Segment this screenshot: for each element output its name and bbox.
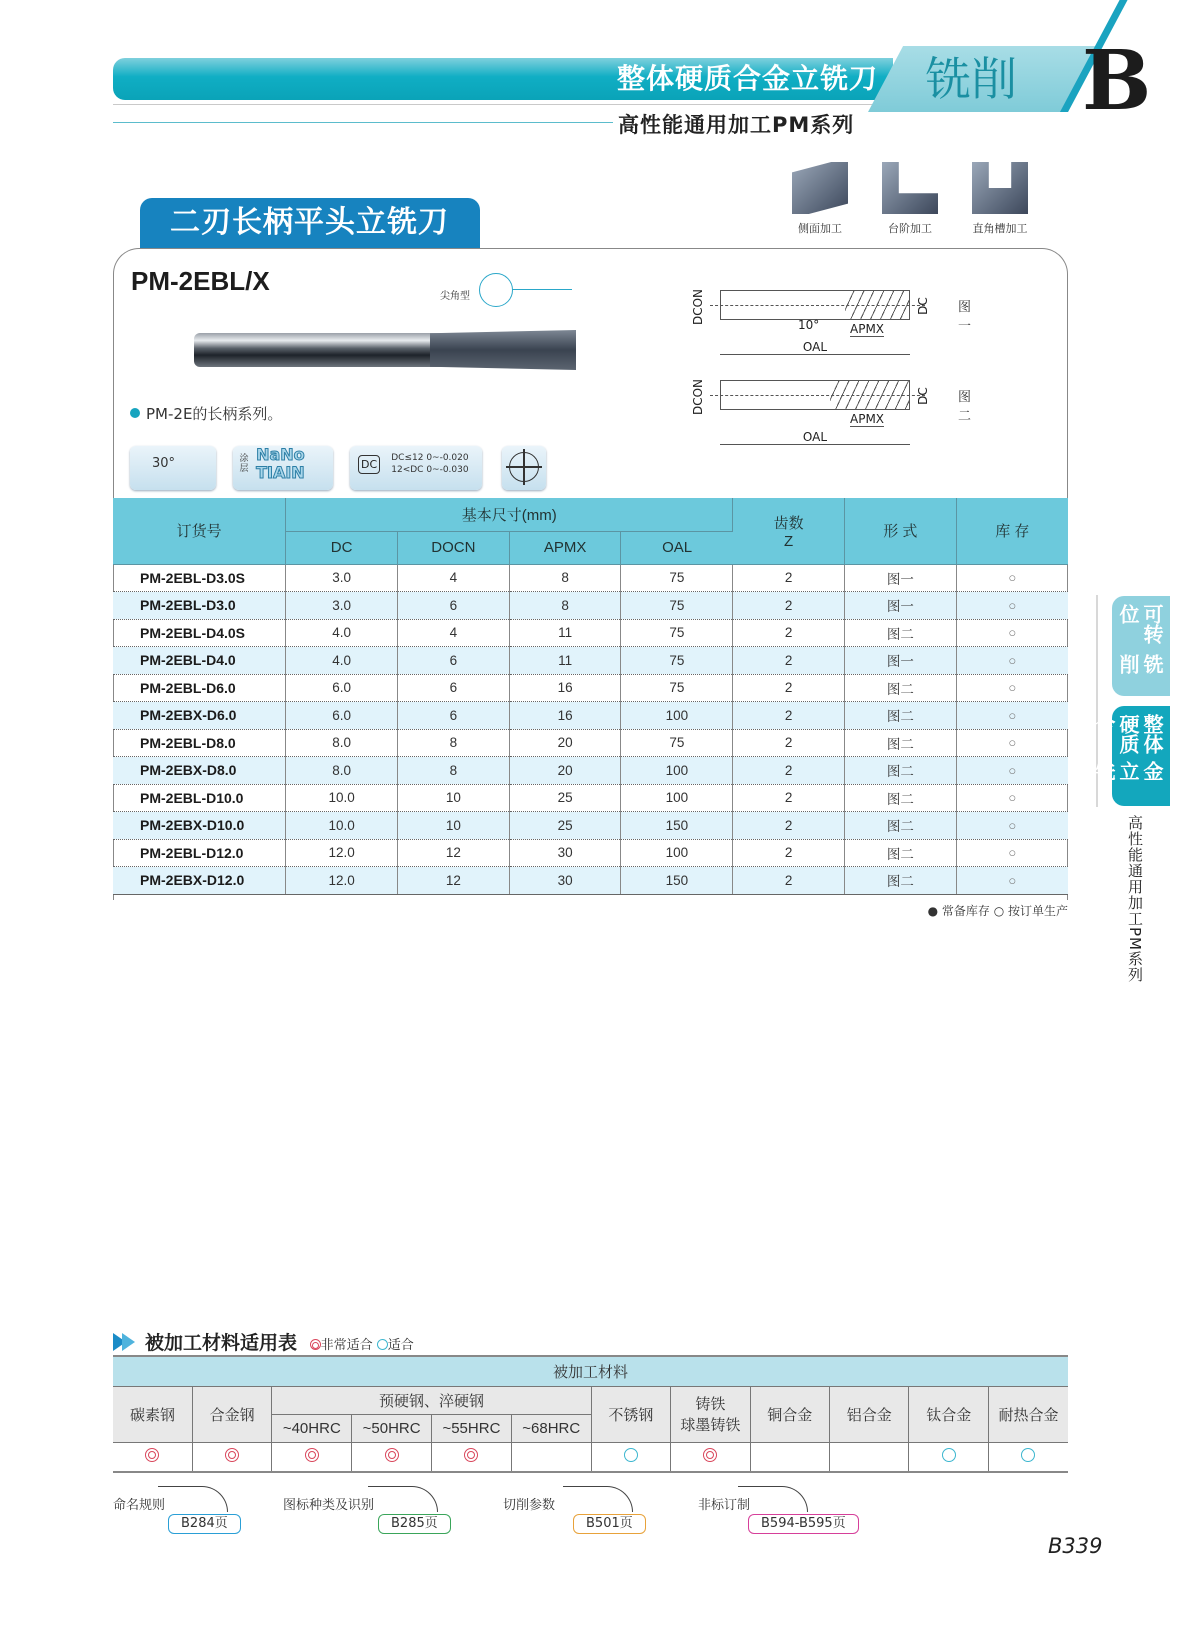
ref-page-link[interactable]: B285页 (378, 1514, 451, 1534)
material-rating-cell (988, 1442, 1068, 1472)
cell-order-code: PM-2EBL-D6.0 (113, 674, 286, 702)
side-series-label: 高性能通用加工PM系列 (1126, 815, 1144, 983)
cell-stock: ○ (956, 784, 1068, 812)
cell-teeth: 2 (733, 702, 845, 730)
ref-label: 切削参数 (503, 1498, 556, 1513)
side-milling-icon (792, 162, 848, 214)
page-reference[interactable] (503, 1494, 633, 1531)
material-col: 钛合金 (909, 1386, 988, 1442)
material-rating-cell (750, 1442, 829, 1472)
cell-stock: ○ (956, 757, 1068, 785)
col-dc: DC (286, 531, 398, 564)
teeth-symbol: Z (783, 532, 794, 550)
material-col: 铝合金 (830, 1386, 909, 1442)
material-title-text: 被加工材料适用表 (145, 1332, 298, 1354)
material-group-hardened: 预硬钢、淬硬钢 (272, 1386, 591, 1414)
cell-stock: ○ (956, 729, 1068, 757)
end-mill-flute (430, 330, 576, 370)
dim-dc: DC (916, 387, 930, 405)
machining-type-shoulder (865, 162, 955, 236)
side-tab-text: 整体硬质合 (1092, 714, 1164, 754)
cell-order-code: PM-2EBX-D8.0 (113, 757, 286, 785)
cell-teeth: 2 (733, 784, 845, 812)
cell-dc: 12.0 (286, 839, 398, 867)
dim-apmx: APMX (850, 412, 885, 426)
machining-label: 台阶加工 (888, 222, 932, 235)
stock-legend: ● 常备库存 ○ 按订单生产 (927, 904, 1068, 918)
coating-badge (233, 446, 333, 490)
table-row (113, 647, 1068, 675)
cell-apmx: 30 (509, 867, 621, 895)
cell-oal: 75 (621, 592, 733, 620)
cell-dc: 12.0 (286, 867, 398, 895)
cell-form: 图二 (844, 784, 956, 812)
material-rating-cell (909, 1442, 988, 1472)
cell-dc: 3.0 (286, 564, 398, 592)
cell-oal: 100 (621, 784, 733, 812)
teeth-label: 齿数 (773, 514, 804, 532)
cell-docn: 10 (397, 784, 509, 812)
cell-order-code: PM-2EBL-D3.0 (113, 592, 286, 620)
section-letter: B (1082, 33, 1152, 129)
tolerance-line1: DC≤12 0~-0.020 (391, 453, 469, 463)
category-title: 二刃长柄平头立铣刀 (140, 198, 480, 248)
ref-curve-arrow (738, 1486, 808, 1512)
section-tab: 铣削 (925, 52, 1017, 106)
cell-stock: ○ (956, 812, 1068, 840)
slot-milling-icon (972, 162, 1028, 214)
cell-order-code: PM-2EBL-D12.0 (113, 839, 286, 867)
material-rating-cell (192, 1442, 271, 1472)
table-row (113, 812, 1068, 840)
cell-stock: ○ (956, 564, 1068, 592)
cell-dc: 6.0 (286, 674, 398, 702)
tolerance-badge (350, 446, 482, 490)
tip-type-label: 尖角型 (440, 291, 470, 302)
suitable-icon (377, 1339, 388, 1350)
col-form: 形 式 (844, 498, 956, 564)
material-col: 耐热合金 (988, 1386, 1068, 1442)
product-name: PM-2EBL/X (131, 266, 270, 296)
cell-oal: 150 (621, 867, 733, 895)
table-row (113, 674, 1068, 702)
cell-order-code: PM-2EBX-D6.0 (113, 702, 286, 730)
cell-apmx: 20 (509, 729, 621, 757)
cell-dc: 3.0 (286, 592, 398, 620)
table-row (113, 564, 1068, 592)
material-col: ~40HRC (272, 1414, 352, 1442)
callout-arrow (512, 289, 572, 333)
side-tab-text: 可转位 (1116, 604, 1164, 644)
cell-order-code: PM-2EBX-D10.0 (113, 812, 286, 840)
cell-dc: 10.0 (286, 812, 398, 840)
cell-docn: 10 (397, 812, 509, 840)
material-table (113, 1355, 1068, 1473)
dim-dcon: DCON (691, 378, 705, 416)
ref-page-link[interactable]: B501页 (573, 1514, 646, 1534)
cell-apmx: 25 (509, 812, 621, 840)
cell-oal: 75 (621, 674, 733, 702)
material-col: 铜合金 (750, 1386, 829, 1442)
table-row (113, 592, 1068, 620)
cell-docn: 4 (397, 619, 509, 647)
cell-apmx: 16 (509, 674, 621, 702)
shoulder-milling-icon (882, 162, 938, 214)
material-rating-cell (671, 1442, 750, 1472)
cell-form: 图一 (844, 564, 956, 592)
cell-order-code: PM-2EBL-D4.0S (113, 619, 286, 647)
spec-table (113, 498, 1068, 895)
dim-dcon: DCON (691, 288, 705, 326)
cell-docn: 4 (397, 564, 509, 592)
two-flute-badge (502, 446, 546, 490)
ref-label: 非标订制 (698, 1498, 751, 1513)
ref-curve-arrow (368, 1486, 438, 1512)
cell-form: 图二 (844, 729, 956, 757)
drawing-figure-1 (680, 276, 980, 356)
cell-docn: 6 (397, 702, 509, 730)
cell-stock: ○ (956, 619, 1068, 647)
tolerance-line2: 12<DC 0~-0.030 (391, 465, 469, 475)
cell-apmx: 16 (509, 702, 621, 730)
col-apmx: APMX (509, 531, 621, 564)
machining-type-slot (955, 162, 1045, 236)
cell-apmx: 20 (509, 757, 621, 785)
cell-dc: 8.0 (286, 729, 398, 757)
double-arrow-icon (122, 1333, 135, 1351)
cell-apmx: 11 (509, 619, 621, 647)
side-tab-text: 铣削 (1116, 654, 1164, 675)
cell-docn: 8 (397, 729, 509, 757)
legend-very-text: 非常适合 (320, 1338, 373, 1353)
material-header: 被加工材料 (113, 1356, 1068, 1386)
page-reference[interactable] (113, 1494, 228, 1531)
material-col-line2: 球墨铸铁 (680, 1417, 741, 1434)
table-row (113, 867, 1068, 895)
cell-stock: ○ (956, 867, 1068, 895)
dim-oal: OAL (720, 430, 910, 445)
cell-form: 图二 (844, 674, 956, 702)
material-col: 碳素钢 (113, 1386, 192, 1442)
material-col: 不锈钢 (591, 1386, 670, 1442)
cell-form: 图二 (844, 619, 956, 647)
material-col: ~68HRC (511, 1414, 591, 1442)
cell-form: 图二 (844, 812, 956, 840)
side-tab-indexable-milling[interactable] (1112, 596, 1170, 696)
cell-oal: 100 (621, 839, 733, 867)
material-col: ~50HRC (352, 1414, 432, 1442)
helix-angle-value: 30° (152, 456, 176, 471)
material-rating-cell (511, 1442, 591, 1472)
coating-line1: NaNo (256, 445, 305, 464)
cell-oal: 75 (621, 647, 733, 675)
cell-order-code: PM-2EBL-D10.0 (113, 784, 286, 812)
very-suitable-icon (385, 1448, 399, 1462)
cell-stock: ○ (956, 647, 1068, 675)
material-col: ~55HRC (432, 1414, 512, 1442)
cell-apmx: 25 (509, 784, 621, 812)
cell-teeth: 2 (733, 647, 845, 675)
cell-dc: 6.0 (286, 702, 398, 730)
cell-apmx: 11 (509, 647, 621, 675)
cell-teeth: 2 (733, 564, 845, 592)
material-rating-cell (113, 1442, 192, 1472)
cell-dc: 4.0 (286, 619, 398, 647)
col-oal: OAL (621, 531, 733, 564)
cell-oal: 75 (621, 729, 733, 757)
cell-apmx: 8 (509, 564, 621, 592)
page-reference[interactable] (283, 1494, 438, 1531)
cell-teeth: 2 (733, 867, 845, 895)
cell-stock: ○ (956, 839, 1068, 867)
very-suitable-icon (145, 1448, 159, 1462)
material-rating-cell (591, 1442, 670, 1472)
cell-teeth: 2 (733, 619, 845, 647)
material-rating-cell (830, 1442, 909, 1472)
cell-dc: 10.0 (286, 784, 398, 812)
col-docn: DOCN (397, 531, 509, 564)
cell-teeth: 2 (733, 674, 845, 702)
legend-ok-text: 适合 (387, 1338, 414, 1353)
cell-docn: 12 (397, 839, 509, 867)
dim-oal: OAL (720, 340, 910, 355)
cell-oal: 75 (621, 619, 733, 647)
machining-label: 直角槽加工 (972, 222, 1028, 235)
material-table-title (113, 1328, 414, 1355)
cell-teeth: 2 (733, 757, 845, 785)
cell-docn: 6 (397, 647, 509, 675)
side-tab-solid-carbide[interactable] (1068, 706, 1170, 806)
cell-form: 图二 (844, 867, 956, 895)
material-rating-cell (352, 1442, 432, 1472)
page-reference[interactable] (698, 1494, 846, 1531)
cell-apmx: 8 (509, 592, 621, 620)
material-rating-cell (432, 1442, 512, 1472)
table-row (113, 619, 1068, 647)
dim-apmx: APMX (850, 322, 885, 336)
suitable-icon (624, 1448, 638, 1462)
figure-label: 图二 (958, 390, 972, 424)
very-suitable-icon (225, 1448, 239, 1462)
suitable-icon (1021, 1448, 1035, 1462)
header-subtitle: 高性能通用加工PM系列 (618, 113, 855, 137)
description-text: PM-2E的长柄系列。 (146, 405, 283, 423)
ref-curve-arrow (563, 1486, 633, 1512)
cell-docn: 12 (397, 867, 509, 895)
cell-oal: 100 (621, 757, 733, 785)
cell-apmx: 30 (509, 839, 621, 867)
header-divider (113, 104, 873, 105)
cell-docn: 6 (397, 674, 509, 702)
dim-dc: DC (916, 297, 930, 315)
cell-stock: ○ (956, 702, 1068, 730)
table-row (113, 839, 1068, 867)
very-suitable-icon (703, 1448, 717, 1462)
material-col-line1: 铸铁 (695, 1396, 726, 1413)
cell-form: 图二 (844, 757, 956, 785)
col-teeth (733, 498, 845, 564)
drawing-figure-2 (680, 366, 980, 446)
cell-order-code: PM-2EBL-D8.0 (113, 729, 286, 757)
header-title: 整体硬质合金立铣刀 (616, 62, 878, 95)
suitable-icon (942, 1448, 956, 1462)
coating-line2: TIAIN (256, 463, 305, 482)
col-order-no: 订货号 (113, 498, 286, 564)
material-legend (310, 1338, 414, 1353)
cell-docn: 8 (397, 757, 509, 785)
cell-teeth: 2 (733, 592, 845, 620)
cell-order-code: PM-2EBX-D12.0 (113, 867, 286, 895)
cell-order-code: PM-2EBL-D3.0S (113, 564, 286, 592)
cell-teeth: 2 (733, 812, 845, 840)
cell-order-code: PM-2EBL-D4.0 (113, 647, 286, 675)
machining-type-side (775, 162, 865, 236)
cell-form: 图二 (844, 839, 956, 867)
ref-curve-arrow (158, 1486, 228, 1512)
sharp-corner-detail-icon (479, 273, 513, 307)
table-row (113, 784, 1068, 812)
table-row (113, 729, 1068, 757)
product-description (130, 403, 282, 424)
very-suitable-icon (464, 1448, 478, 1462)
cell-form: 图一 (844, 592, 956, 620)
machining-label: 侧面加工 (798, 222, 842, 235)
coating-label: 涂层 (239, 454, 249, 474)
bullet-icon (130, 408, 140, 418)
two-flute-icon (509, 452, 539, 482)
very-suitable-icon (305, 1448, 319, 1462)
ref-page-link[interactable]: B284页 (168, 1514, 241, 1534)
cell-stock: ○ (956, 674, 1068, 702)
cell-oal: 100 (621, 702, 733, 730)
ref-label: 图标种类及识别 (283, 1498, 375, 1513)
col-basic-dims: 基本尺寸(mm) (286, 498, 733, 531)
cell-dc: 8.0 (286, 757, 398, 785)
col-stock: 库 存 (956, 498, 1068, 564)
tolerance-values (391, 452, 468, 476)
cell-teeth: 2 (733, 729, 845, 757)
figure-label: 图一 (958, 300, 972, 334)
helix-angle-badge (130, 446, 216, 490)
table-row (113, 702, 1068, 730)
material-col (671, 1386, 750, 1442)
dim-angle: 10° (798, 318, 820, 332)
material-rating-cell (272, 1442, 352, 1472)
cell-oal: 150 (621, 812, 733, 840)
cell-teeth: 2 (733, 839, 845, 867)
cell-stock: ○ (956, 592, 1068, 620)
header-subtitle-line (113, 122, 613, 123)
ref-label: 命名规则 (113, 1498, 166, 1513)
drawing-centerline (710, 305, 925, 306)
cell-dc: 4.0 (286, 647, 398, 675)
coating-name (256, 446, 305, 482)
very-suitable-icon (310, 1339, 321, 1350)
cell-docn: 6 (397, 592, 509, 620)
cell-oal: 75 (621, 564, 733, 592)
side-tab-text: 金立铣刀 (1068, 760, 1164, 781)
tolerance-dc-icon: DC (358, 455, 380, 474)
table-row (113, 757, 1068, 785)
cell-form: 图二 (844, 702, 956, 730)
cell-form: 图一 (844, 647, 956, 675)
ref-page-link[interactable]: B594-B595页 (748, 1514, 859, 1534)
material-col: 合金钢 (192, 1386, 271, 1442)
drawing-centerline (710, 395, 925, 396)
page-number: B339 (1048, 1534, 1103, 1558)
